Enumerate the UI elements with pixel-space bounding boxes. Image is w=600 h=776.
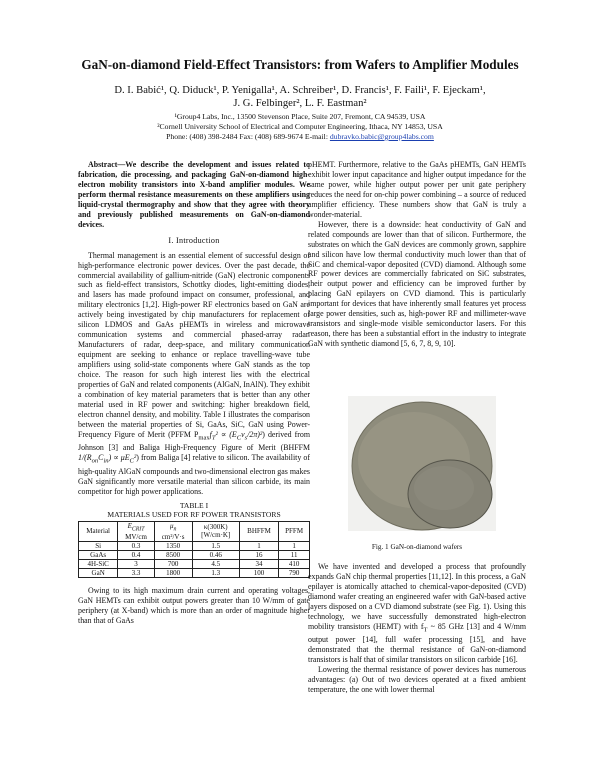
body-paragraph: However, there is a downside: heat conductivity of GaN and related compounds are lower than that of silicon. Furthermore, the substrates on which the GaN devices are commonly grown, sapphire and silicon have low thermal conductivity much lower than that of SiC and chemical-vapor deposited (CVD) diamond. Although some RF power devices are commercially fabricated on SiC substrates, their output power and efficiency can be improved further by placing GaN epilayers on CVD diamond. This is particularly important for devices that have inherently small features yet process large power densities, such as, high-power RF and millimeter-wave transistors and single-mode visible semiconductor lasers. For this reason, there has been a substantial effort in the industry to integrate GaN with synthetic diamond [5, 6, 7, 8, 9, 10]. [308,219,526,349]
abstract: Abstract—We describe the development and issues related to fabrication, die processing, and packaging GaN-on-diamond high-electron mobility transistors into X-band amplifier modules. We perform thermal resistance measurements on these amplifiers using liquid-crystal thermography and show that they agree with theory and previously published measurements on GaN-on-diamond devices. [78,160,310,229]
body-text: ~ 85 GHz [13] and 4 W/mm output power [14], full wafer processing [15], and have demonstrated that the thermal resistance of GaN-on-diamond transistors is half that of similar transistors on silicon carbide [16]. [308,621,526,665]
body-paragraph: Lowering the thermal resistance of power devices has numerous advantages: (a) Out of two devices operated at a fixed ambient temperature, the one with lower thermal [308,665,526,695]
table-cell: 100 [239,569,278,578]
body-paragraph: Owing to its high maximum drain current and operating voltages, GaN HEMTs can exhibit output powers greater than 10 W/mm of gate periphery (at X-band) which is more than an order of magnitude higher than that of GaAs [78,586,310,625]
intro-paragraph: Thermal management is an essential element of successful design of high-performance electronic power devices. Over the past decade, the commercial availability of gallium-nitride (GaN) electronic components such as field-effect transistors, Schottky diodes, light-emitting diodes, and lasers has made profound impact on consumer, professional, and military electronics [1,2]. High-power RF electronics based on GaN are actively being investigated by chip manufacturers for replacement of silicon LDMOS and GaAs pHEMTs in wireless and microwave communication systems and commercial phased-array radar. Manufacturers of radar, deep-space, and military communication equipment are seeking to enhance or replace travelling-wave tube amplifiers using solid-state components where GaN stands as the top choice. The reason for such high interest lies with the electrical properties of GaN and related components (AlGaN, InAlN). They exhibit a combination of key material parameters that is better than any other material used in RF power and switching: higher breakdown field, electron channel density, and mobility. Table I illustrates the comparison between the material properties of Si, GaAs, SiC, GaN using Power-Frequency Figure of Merit (PFFM $P_{max}f_T^2 \propto (E_Cv_s/2\pi)^2$) derived from Johnson [3] and Baliga High-Frequency Figure of Merit (BHFFM $1/(R_{on}C_{in}) \propto \mu E_C^2$) from Baliga [4] relative to silicon. The availability of high-quality AlGaN compounds and two-dimensional electron gas makes GaN significantly more versatile material than silicon carbide, its main competitor for high power applications. [78,250,310,496]
intro-text-2: derived from Johnson [3] and Baliga High-Frequency Figure of Merit (BHFFM [78,429,310,453]
header-pffm: PFFM [279,521,310,541]
table-cell: 1800 [154,569,192,578]
header-mobility: $\mu_n$ cm²/V·s [154,521,192,541]
table-cell: 16 [239,551,278,560]
table-cell: 1350 [154,542,192,551]
table-cell: 1 [239,542,278,551]
body-paragraph: We have invented and developed a process that profoundly expands GaN chip thermal properties [11,12]. In this process, a GaN epilayer is atomically attached to chemical-vapor-deposited (CVD) diamond wafer creating an engineered wafer with GaN-based active layers disposed on a CVD diamond substrate (see Fig. 1). Using this technology, we have successfully demonstrated high-electron mobility transistors (HEMT) with $f_T$ ~ 85 GHz [13] and 4 W/mm output power [14], full wafer processing [15], and have demonstrated that the thermal resistance of GaN-on-diamond transistors is half that of similar transistors on silicon carbide [16]. [308,562,526,665]
table-cell: 4.5 [192,560,239,569]
header-ecrit: $E_{CRIT}$ MV/cm [118,521,154,541]
table-cell: 790 [279,569,310,578]
table-cell: 8500 [154,551,192,560]
table-cell: 0.4 [118,551,154,560]
affiliation-2: ²Cornell University School of Electrical and Computer Engineering, Ithaca, NY 14853, USA [157,122,443,131]
table-row [79,551,310,560]
header-material: Material [79,521,118,541]
pffm-formula: $f_T^2 \propto (E_Cv_s/2\pi)^2$ [209,429,263,442]
table-row [79,560,310,569]
table-title: MATERIALS USED FOR RF POWER TRANSISTORS [107,509,281,519]
table-caption [78,501,310,519]
intro-text-1: Thermal management is an essential element of successful design of high-performance electronic power devices. Over the past decade, the commercial availability of gallium-nitride (GaN) electronic components such as field-effect transistors, Schottky diodes, light-emitting diodes, and lasers has made profound impact on consumer, professional, and military electronics [1,2]. High-power RF electronics based on GaN are actively being investigated by chip manufacturers for replacement of silicon LDMOS and GaAs pHEMTs in wireless and microwave communication systems and commercial phased-array radar. Manufacturers of radar, deep-space, and military communication equipment are seeking to enhance or replace travelling-wave tube amplifiers using solid-state components where GaN stands as the top choice. The reason for such high interest lies with the electrical properties of GaN and related components (AlGaN, InAlN). They exhibit a combination of key material parameters that is better than any other material used in RF power and switching: higher breakdown field, electron channel density, and mobility. Table I illustrates the comparison between the material properties of Si, GaAs, SiC, GaN using Power-Frequency Figure of Merit [78,250,310,439]
left-column [78,160,310,626]
table-cell: 1.5 [192,542,239,551]
table-cell: GaAs [79,551,118,560]
table-header-row [79,521,310,541]
table-cell: 34 [239,560,278,569]
table-cell: 1.3 [192,569,239,578]
right-column [308,160,526,349]
table-cell: 11 [279,551,310,560]
intro-text-3: from Baliga [4] relative to silicon. The availability of high-quality AlGaN compounds and two-dimensional electron gas makes GaN significantly more versatile material than silicon carbide, its main competitor for high power applications. [78,453,310,496]
table-cell: 410 [279,560,310,569]
materials-table [78,521,310,578]
table-cell: 0.3 [118,542,154,551]
authors-line-1: D. I. Babić¹, Q. Diduck¹, P. Yenigalla¹, A. Schreiber¹, D. Francis¹, F. Faili¹, F. Ejeckam¹, [114,85,486,96]
affiliation-1: ¹Group4 Labs, Inc., 13500 Stevenson Place, Suite 207, Fremont, CA 94539, USA [174,112,426,121]
contact-line [60,132,540,142]
author-list [90,84,510,110]
phone-fax: Phone: (408) 398-2484 Fax: (408) 689-9674 E-mail: [166,132,328,141]
figure-caption: Fig. 1 GaN-on-diamond wafers [371,543,463,551]
right-column-lower [308,562,526,695]
intro-text-pffm: (PFFM P [168,429,199,439]
body-paragraph: pHEMT. Furthermore, relative to the GaAs pHEMTs, GaN HEMTs exhibit lower input capacitance and higher output impedance for the same power, while higher output power per unit gate periphery reduces the need for on-chip power combining – a source of reduced amplifier efficiency. These numbers show that GaN is truly a wonder-material. [308,160,526,219]
header-conductivity: κ(300K) [W/cm·K] [192,521,239,541]
table-row [79,542,310,551]
table-cell: Si [79,542,118,551]
header-bhffm: BHFFM [239,521,278,541]
table-number: TABLE I [179,500,209,510]
table-cell: 4H-SiC [79,560,118,569]
table-cell: 3 [118,560,154,569]
table-cell: 1 [279,542,310,551]
body-text: We have invented and developed a process that profoundly expands GaN chip thermal properties [11,12]. In this process, a GaN epilayer is atomically attached to chemical-vapor-deposited (CVD) diamond wafer creating an engineered wafer with GaN-based active layers disposed on a CVD diamond substrate (see Fig. 1). Using this technology, we have successfully demonstrated high-electron mobility transistors (HEMT) with f [308,562,526,631]
gan-on-diamond-wafers-photo [348,396,496,531]
section-heading-introduction: I. Introduction [168,235,220,245]
bhffm-formula: $1/(R_{on}C_{in}) \propto \mu E_C^2$ [78,453,137,465]
table-row [79,569,310,578]
page-title: GaN-on-diamond Field-Effect Transistors: from Wafers to Amplifier Modules [81,57,519,72]
email-link[interactable]: dubravko.babic@group4labs.com [329,132,434,141]
affiliations [60,112,540,142]
table-cell: 700 [154,560,192,569]
table-cell: 0.46 [192,551,239,560]
table-cell: GaN [79,569,118,578]
authors-line-2: J. G. Felbinger², L. F. Eastman² [233,98,367,109]
table-cell: 3.3 [118,569,154,578]
